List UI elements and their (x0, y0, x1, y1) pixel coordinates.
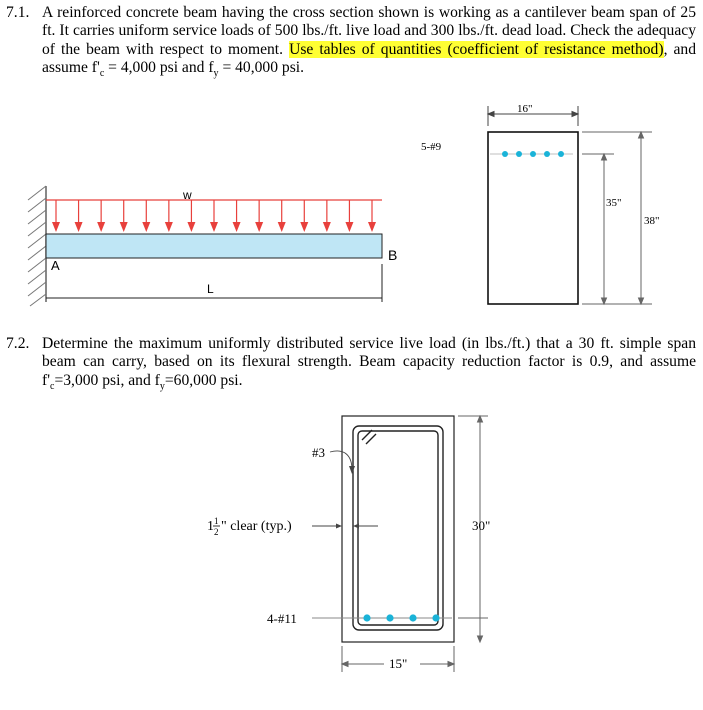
rebar (409, 614, 416, 621)
stirrup-label: #3 (312, 445, 325, 460)
problem-statement: A reinforced concrete beam having the cross section shown is working as a cantilever beam span of 25 ft. It carries uniform service loads of 500 lbs./ft. live load and 300 lbs./ft. dead load. Check the adequacy of the beam with respect to moment. Use tables of quantities (coefficient of resistance method), and assume $f'_c = 4,000$ psi and $f_y = 40,000$ psi. (42, 4, 697, 80)
stirrup-outer (353, 426, 443, 630)
effective-depth-label: 35" (606, 197, 622, 209)
load-label: w (183, 188, 192, 202)
concrete-section (342, 416, 454, 642)
depth-label: 30" (472, 518, 491, 533)
rebar (432, 614, 439, 621)
clear-den: 2 (214, 527, 219, 537)
statement-text: A reinforced concrete beam having the cross section shown is working as a cantilever beam span of 25 ft. It carries uniform service loads of 500 lbs./ft. live load and 300 lbs./ft. dead load. Check the adequacy of the beam with respect to moment. (42, 4, 696, 58)
clear-cover-label: " clear (typ.) (221, 519, 292, 534)
stirrup-inner (358, 431, 438, 625)
bars-label: 5-#9 (421, 141, 442, 153)
clear-num: 1 (214, 516, 219, 526)
rebar (386, 614, 393, 621)
stirrup-hook (362, 430, 376, 444)
rebar (363, 614, 370, 621)
problem-number: 7.1. (6, 4, 30, 21)
support-label-a: A (51, 258, 60, 273)
width-label: 16" (517, 103, 533, 115)
problem-number: 7.2. (6, 335, 30, 352)
highlighted-instruction: Use tables of quantities (coefficient of resistance method) (289, 40, 664, 58)
total-depth-label: 38" (644, 215, 660, 227)
end-label-b: B (388, 247, 398, 263)
problem-statement: Determine the maximum uniformly distributed service live load (in lbs./ft.) that a 30 ft. simple span beam can carry, based on its flexural strength. Beam capacity reduction factor is 0.9, and assume $f'_c=3,000$ psi, and $f_y=60,000$ psi. (42, 335, 696, 392)
span-label: L (207, 282, 214, 296)
bottom-bars-label: 4-#11 (267, 611, 297, 626)
clear-whole: 1 (207, 519, 214, 534)
width-label: 15" (389, 656, 408, 671)
